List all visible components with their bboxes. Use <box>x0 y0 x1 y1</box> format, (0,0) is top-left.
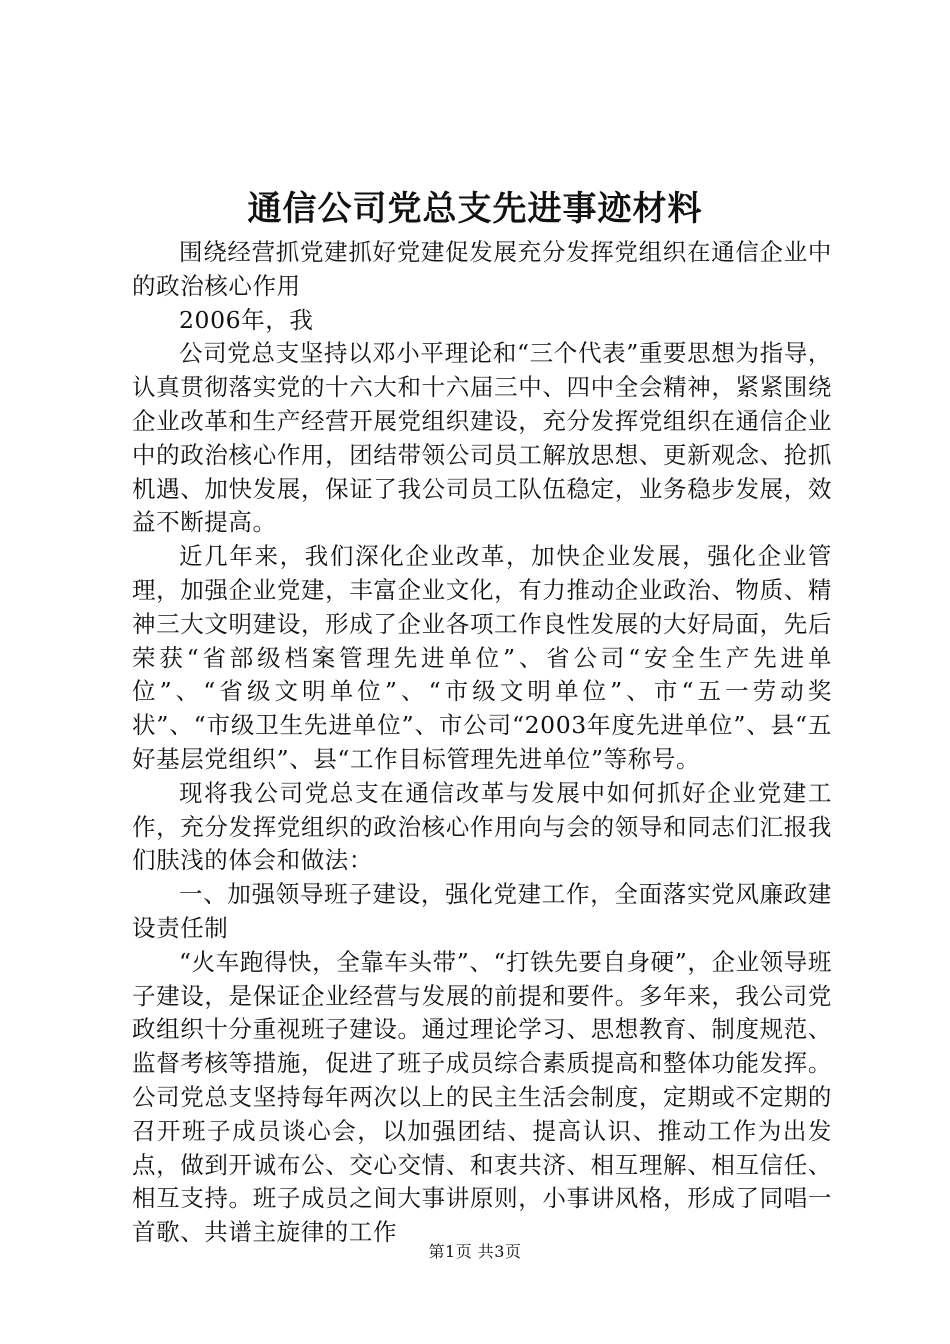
page-footer: 第1页 共3页 <box>428 1242 522 1261</box>
paragraph-achievements: 近几年来，我们深化企业改革，加快企业发展，强化企业管理，加强企业党建，丰富企业文化，有力推动企业政治、物质、精神三大文明建设，形成了企业各项工作良性发展的大好局面，先后荣获“省部级档案管理先进单位”、省公司“安全生产先进单位”、“省级文明单位”、“市级文明单位”、市“五一劳动奖状”、“市级卫生先进单位”、市公司“2003年度先进单位”、县“五好基层党组织”、县“工作目标管理先进单位”等称号。 <box>132 542 832 773</box>
document-title: 通信公司党总支先进事迹材料 <box>247 189 703 229</box>
document-body <box>132 236 832 1250</box>
paragraph-report-lead: 现将我公司党总支在通信改革与发展中如何抓好企业党建工作，充分发挥党组织的政治核心作用向与会的领导和同志们汇报我们肤浅的体会和做法： <box>132 778 832 875</box>
section-heading-1: 一、加强领导班子建设，强化党建工作，全面落实党风廉政建设责任制 <box>132 880 832 942</box>
paragraph-intro: 公司党总支坚持以邓小平理论和“三个代表”重要思想为指导，认真贯彻落实党的十六大和十六届三中、四中全会精神，紧紧围绕企业改革和生产经营开展党组织建设，充分发挥党组织在通信企业中的政治核心作用，团结带领公司员工解放思想、更新观念、抢抓机遇、加快发展，保证了我公司员工队伍稳定，业务稳步发展，效益不断提高。 <box>132 339 832 537</box>
paragraph-subtitle: 围绕经营抓党建抓好党建促发展充分发挥党组织在通信企业中的政治核心作用 <box>132 238 832 300</box>
paragraph-leadership: “火车跑得快，全靠车头带”、“打铁先要自身硬”，企业领导班子建设，是保证企业经营与发展的前提和要件。多年来，我公司党政组织十分重视班子建设。通过理论学习、思想教育、制度规范、监督考核等措施，促进了班子成员综合素质提高和整体功能发挥。公司党总支坚持每年两次以上的民主生活会制度，定期或不定期的召开班子成员谈心会，以加强团结、提高认识、推动工作为出发点，做到开诚布公、交心交情、和衷共济、相互理解、相互信任、相互支持。班子成员之间大事讲原则，小事讲风格，形成了同唱一首歌、共谱主旋律的工作 <box>132 947 832 1247</box>
paragraph-date-line: 2006年，我 <box>179 305 314 334</box>
